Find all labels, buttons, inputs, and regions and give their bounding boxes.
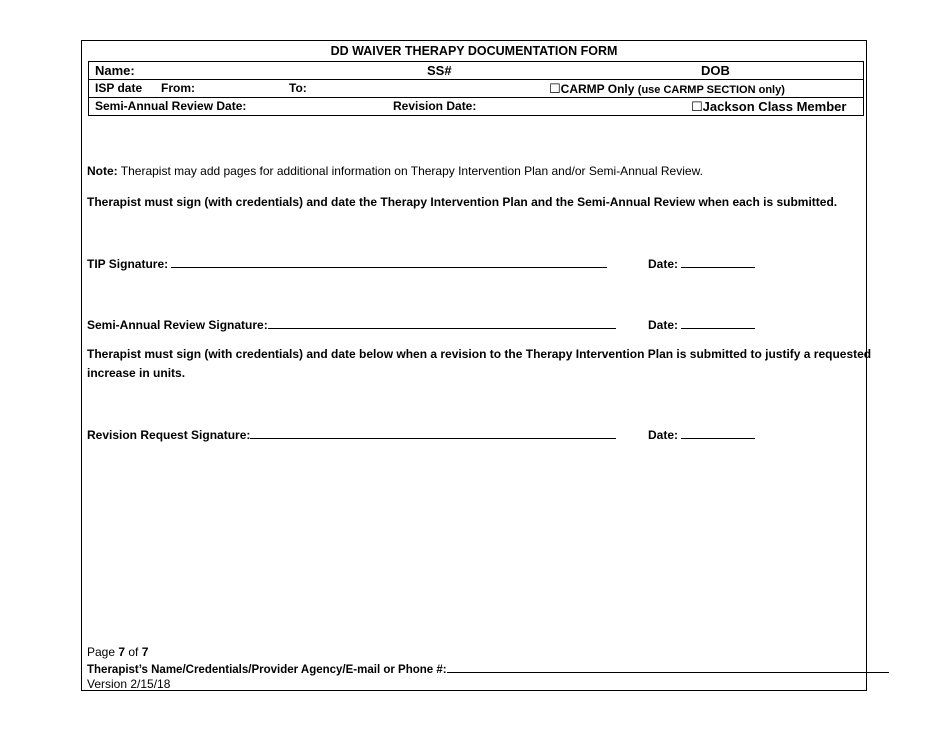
from-label: From: bbox=[161, 81, 195, 95]
version-text: Version 2/15/18 bbox=[87, 677, 171, 691]
ss-label: SS# bbox=[427, 63, 452, 78]
revision-date-label-sig: Date: bbox=[648, 428, 682, 442]
tip-signature-line[interactable] bbox=[171, 256, 607, 268]
jackson-label: Jackson Class Member bbox=[702, 99, 847, 114]
semi-annual-date-line[interactable] bbox=[681, 317, 755, 329]
revision-signature-label: Revision Request Signature: bbox=[87, 428, 251, 442]
revision-signature-row bbox=[87, 427, 616, 442]
therapist-info-label: Therapist’s Name/Credentials/Provider Agency/E-mail or Phone #: bbox=[87, 664, 447, 676]
form-frame bbox=[81, 40, 872, 691]
instruction-1: Therapist must sign (with credentials) and date the Therapy Intervention Plan and the Semi-Annual Review when each is submitted. bbox=[87, 195, 838, 209]
semi-annual-signature-label: Semi-Annual Review Signature: bbox=[87, 318, 268, 332]
note-prefix: Note: bbox=[87, 164, 118, 178]
header-row-2 bbox=[89, 80, 864, 98]
carmp-note: (use CARMP SECTION only) bbox=[637, 84, 785, 96]
tip-date-label: Date: bbox=[648, 257, 682, 271]
to-label: To: bbox=[289, 81, 307, 95]
jackson-checkbox-icon[interactable]: ☐ bbox=[691, 99, 703, 114]
carmp-label: CARMP Only bbox=[560, 82, 635, 96]
carmp-field[interactable] bbox=[549, 81, 785, 97]
dob-label: DOB bbox=[701, 63, 730, 78]
note-paragraph bbox=[87, 164, 703, 178]
semi-annual-date-row bbox=[648, 317, 755, 332]
tip-date-line[interactable] bbox=[681, 256, 755, 268]
therapist-info-line[interactable] bbox=[447, 661, 889, 673]
form-title: DD WAIVER THERAPY DOCUMENTATION FORM bbox=[330, 44, 618, 58]
note-text: Therapist may add pages for additional information on Therapy Intervention Plan and/or Semi-Annual Review. bbox=[117, 164, 703, 178]
revision-date-row bbox=[648, 427, 755, 442]
header-table bbox=[88, 61, 864, 116]
revision-date-label: Revision Date: bbox=[393, 99, 477, 113]
tip-date-row bbox=[648, 256, 755, 271]
carmp-checkbox-icon[interactable]: ☐ bbox=[549, 81, 561, 96]
isp-date-label: ISP date bbox=[95, 81, 143, 95]
tip-signature-row bbox=[87, 256, 607, 271]
semi-annual-signature-row bbox=[87, 317, 616, 332]
header-row-3 bbox=[89, 98, 864, 116]
revision-signature-line[interactable] bbox=[250, 427, 616, 439]
header-row-1 bbox=[89, 62, 864, 80]
jackson-field[interactable] bbox=[691, 99, 846, 115]
therapist-info-row bbox=[87, 661, 889, 676]
page-prefix: Page bbox=[87, 645, 119, 659]
page-of: of bbox=[125, 645, 142, 659]
instruction-2-line-1: Therapist must sign (with credentials) and date below when a revision to the Therapy Intervention Plan is submitted to justify a requested bbox=[87, 347, 872, 361]
revision-date-line[interactable] bbox=[681, 427, 755, 439]
page-total: 7 bbox=[141, 645, 149, 659]
tip-signature-label: TIP Signature: bbox=[87, 257, 172, 271]
name-label: Name: bbox=[95, 63, 135, 78]
instruction-2-line-2: increase in units. bbox=[87, 366, 186, 380]
page-number bbox=[87, 645, 148, 659]
semi-annual-review-date-label: Semi-Annual Review Date: bbox=[95, 99, 247, 113]
semi-annual-date-label: Date: bbox=[648, 318, 682, 332]
page-current: 7 bbox=[118, 645, 126, 659]
semi-annual-signature-line[interactable] bbox=[268, 317, 616, 329]
